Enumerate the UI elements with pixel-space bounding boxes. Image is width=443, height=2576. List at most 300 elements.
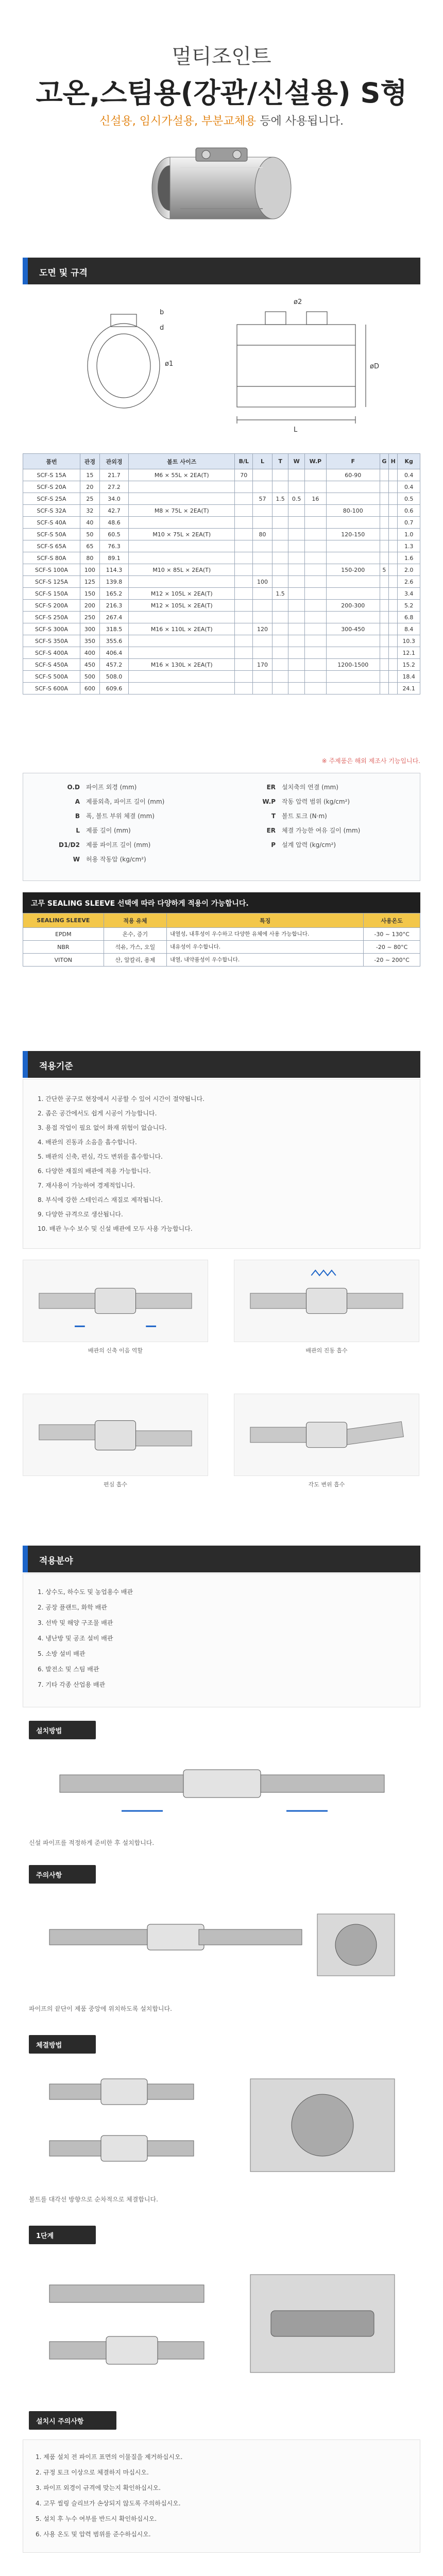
spec-table-cell: 32 [80, 505, 99, 517]
instruction-item: 4. 배관의 진동과 소음을 흡수합니다. [38, 1139, 137, 1146]
spec-table-row [23, 481, 420, 493]
spec-table-cell: SCF-S 65A [23, 540, 80, 552]
spec-table-cell: 0.5 [398, 493, 420, 505]
legend-left-column [44, 783, 229, 869]
spec-table-cell [388, 564, 397, 576]
legend-row [44, 811, 229, 826]
spec-table-row [23, 493, 420, 505]
legend-row [240, 811, 425, 826]
spec-table-cell [304, 623, 326, 635]
install-step3-image [29, 2063, 415, 2187]
seal-table-row [23, 928, 420, 941]
section-dimension: 도면 및 규격 [23, 258, 420, 284]
spec-table-cell: 3.4 [398, 588, 420, 600]
spec-table-header-cell: Kg [398, 454, 420, 469]
spec-table-cell [288, 576, 305, 588]
spec-table-cell [388, 481, 397, 493]
spec-table-cell: 80 [253, 529, 272, 540]
seal-table-cell: 내유성이 우수합니다. [167, 941, 364, 954]
spec-table-cell: 150 [80, 588, 99, 600]
legend-key: T [271, 812, 276, 820]
spec-table-cell [388, 493, 397, 505]
spec-table-cell [326, 588, 380, 600]
spec-table-cell: 200-300 [326, 600, 380, 612]
spec-table-cell: M10 × 75L × 2EA(T) [129, 529, 235, 540]
spec-table-row [23, 517, 420, 529]
instruction-item: 2. 좁은 공간에서도 쉽게 시공이 가능합니다. [38, 1110, 157, 1117]
spec-table-cell [235, 564, 253, 576]
install-caption-3: 볼트를 대각선 방향으로 순차적으로 체결합니다. [29, 2196, 158, 2203]
spec-table-header-cell: 관외경 [99, 454, 128, 469]
spec-table-cell [380, 576, 388, 588]
diagram-expansion-icon [23, 1260, 208, 1342]
spec-table-cell [272, 517, 288, 529]
dim-label-b: b [160, 309, 164, 316]
spec-table-cell [288, 600, 305, 612]
spec-table-cell: 406.4 [99, 647, 128, 659]
spec-table-cell [272, 647, 288, 659]
spec-table-header-cell: G [380, 454, 388, 469]
spec-table-row [23, 505, 420, 517]
spec-table-cell [272, 600, 288, 612]
spec-table-cell: SCF-S 100A [23, 564, 80, 576]
seal-table-body [23, 928, 420, 967]
spec-table-row [23, 576, 420, 588]
dim-label-L: L [294, 426, 298, 434]
spec-table-cell: 2.6 [398, 576, 420, 588]
spec-table-cell: 0.5 [288, 493, 305, 505]
spec-table-cell: M16 × 130L × 2EA(T) [129, 659, 235, 671]
spec-table-cell [288, 481, 305, 493]
spec-table-cell [326, 671, 380, 683]
seal-table-cell: -20 ~ 200°C [364, 954, 420, 967]
spec-table-cell [288, 588, 305, 600]
spec-table-row [23, 683, 420, 694]
spec-legend [23, 773, 420, 881]
spec-table-cell [304, 540, 326, 552]
spec-table-cell: 0.4 [398, 481, 420, 493]
spec-table-cell: 16 [304, 493, 326, 505]
spec-table-cell [235, 517, 253, 529]
spec-table-cell [304, 635, 326, 647]
spec-table-cell [288, 635, 305, 647]
spec-table-cell [304, 529, 326, 540]
spec-table-cell [288, 552, 305, 564]
spec-table-cell [272, 540, 288, 552]
spec-table-cell [380, 481, 388, 493]
legend-row [44, 797, 229, 811]
subtitle-rest: 등에 사용됩니다. [256, 115, 344, 128]
seal-table-cell: 온수, 증기 [104, 928, 166, 941]
spec-table-cell [129, 493, 235, 505]
spec-table-cell [388, 671, 397, 683]
subtitle [0, 112, 443, 128]
spec-table-cell: 150-200 [326, 564, 380, 576]
application-item: 4. 냉난방 및 공조 설비 배관 [38, 1635, 113, 1642]
spec-table-cell: 450 [80, 659, 99, 671]
spec-table-cell [388, 600, 397, 612]
spec-table-cell: 609.6 [99, 683, 128, 694]
spec-table-cell: SCF-S 50A [23, 529, 80, 540]
spec-table-cell: 355.6 [99, 635, 128, 647]
page-title: 고온,스팀용(강관/신설용) S형 [36, 77, 407, 109]
spec-table-cell [253, 517, 272, 529]
spec-table-cell: 457.2 [99, 659, 128, 671]
spec-table-cell [388, 576, 397, 588]
spec-table-cell: 300 [80, 623, 99, 635]
spec-table-cell [326, 635, 380, 647]
spec-table-cell [272, 481, 288, 493]
subtitle-highlight: 신설용, 임시가설용, 부분교체용 [99, 115, 257, 128]
spec-table-row [23, 600, 420, 612]
spec-table-cell [388, 683, 397, 694]
spec-table-cell: SCF-S 40A [23, 517, 80, 529]
diagram-vibration-icon [234, 1260, 419, 1342]
seal-table-cell: VITON [23, 954, 104, 967]
spec-note: ※ 주제품은 해외 제조사 기능입니다. [321, 757, 420, 765]
spec-table-header-cell: T [272, 454, 288, 469]
spec-table-cell: M12 × 105L × 2EA(T) [129, 600, 235, 612]
warning-box [23, 2439, 420, 2553]
spec-table-cell: SCF-S 600A [23, 683, 80, 694]
spec-table-cell [129, 612, 235, 623]
seal-table-header-row [23, 913, 420, 928]
spec-table-cell: SCF-S 400A [23, 647, 80, 659]
seal-table-cell: NBR [23, 941, 104, 954]
spec-table-cell [235, 576, 253, 588]
spec-table-cell: 48.6 [99, 517, 128, 529]
legend-row [240, 840, 425, 855]
spec-table-cell: 20 [80, 481, 99, 493]
spec-table-cell [235, 552, 253, 564]
spec-table-cell [235, 493, 253, 505]
spec-table-cell [326, 683, 380, 694]
diagram-caption: 편심 흡수 [103, 1481, 127, 1488]
spec-table-cell [304, 612, 326, 623]
spec-table-cell [304, 552, 326, 564]
spec-table-cell [129, 481, 235, 493]
legend-key: L [76, 827, 80, 834]
spec-table-cell [388, 469, 397, 481]
spec-table-cell [253, 683, 272, 694]
spec-table-cell [380, 600, 388, 612]
spec-table-cell [326, 647, 380, 659]
legend-row [44, 840, 229, 855]
legend-value: 설계 압력 (kg/cm²) [282, 841, 336, 849]
spec-table-cell [235, 600, 253, 612]
spec-table-cell: SCF-S 32A [23, 505, 80, 517]
instruction-item: 10. 배관 누수 보수 및 신설 배관에 모두 사용 가능합니다. [38, 1225, 193, 1232]
spec-table-cell [288, 529, 305, 540]
spec-table-cell: 1.3 [398, 540, 420, 552]
spec-table-cell [272, 659, 288, 671]
dimension-drawing [62, 294, 381, 438]
spec-table-cell [253, 505, 272, 517]
diagram-angle-icon [234, 1394, 419, 1476]
spec-table-cell [235, 671, 253, 683]
spec-table-row [23, 612, 420, 623]
spec-table-cell [304, 647, 326, 659]
spec-table-cell: SCF-S 150A [23, 588, 80, 600]
spec-table-cell [326, 576, 380, 588]
spec-table-cell: SCF-S 20A [23, 481, 80, 493]
spec-table-cell: 400 [80, 647, 99, 659]
spec-table-body [23, 469, 420, 694]
diagram-card [234, 1260, 419, 1378]
legend-value: 파이프 외경 (mm) [86, 784, 137, 791]
spec-table-cell [235, 505, 253, 517]
spec-table-cell [272, 623, 288, 635]
spec-table-cell [380, 505, 388, 517]
spec-table-cell [304, 505, 326, 517]
spec-table-cell [388, 529, 397, 540]
spec-table-cell [129, 671, 235, 683]
spec-table-cell: 100 [80, 564, 99, 576]
seal-table-title: 고무 SEALING SLEEVE 선택에 따라 다양하게 적용이 가능합니다. [23, 892, 420, 913]
spec-table-cell: 1.6 [398, 552, 420, 564]
spec-table-cell [304, 517, 326, 529]
dim-label-phi1: ø1 [165, 360, 174, 368]
seal-table-cell: 내열성, 내후성이 우수하고 다양한 유체에 사용 가능합니다. [167, 928, 364, 941]
warning-list [36, 2449, 412, 2542]
install-step1-image [29, 1749, 415, 1832]
spec-table-cell: M16 × 110L × 2EA(T) [129, 623, 235, 635]
spec-table-cell [253, 635, 272, 647]
application-box [23, 1573, 420, 1707]
legend-row [240, 783, 425, 797]
seal-table-cell: -30 ~ 130°C [364, 928, 420, 941]
spec-table-cell [253, 481, 272, 493]
warning-item: 5. 설치 후 누수 여부를 반드시 확인하십시오. [36, 2515, 157, 2522]
spec-table-cell [380, 588, 388, 600]
spec-table-cell [235, 588, 253, 600]
section-application: 적용분야 [23, 1546, 420, 1572]
spec-table-cell: 216.3 [99, 600, 128, 612]
spec-table-cell [235, 623, 253, 635]
spec-table-cell: SCF-S 500A [23, 671, 80, 683]
spec-table-cell [380, 659, 388, 671]
spec-table-cell: 1200-1500 [326, 659, 380, 671]
diagram-offset-icon [23, 1394, 208, 1476]
legend-row [240, 797, 425, 811]
application-item: 3. 선박 및 해양 구조물 배관 [38, 1619, 113, 1626]
spec-table-cell [288, 671, 305, 683]
spec-table-row [23, 529, 420, 540]
spec-table-cell [272, 683, 288, 694]
spec-table-cell: 25 [80, 493, 99, 505]
legend-key: ER [266, 784, 276, 791]
header [0, 0, 443, 128]
spec-table-cell [129, 635, 235, 647]
spec-table-cell: 15 [80, 469, 99, 481]
spec-table-cell: 60.5 [99, 529, 128, 540]
instructions-list [38, 1092, 408, 1236]
legend-key: O.D [67, 784, 80, 791]
spec-table-cell [288, 612, 305, 623]
spec-table-cell: 1.5 [272, 493, 288, 505]
spec-table-cell: 34.0 [99, 493, 128, 505]
application-item: 6. 발전소 및 스팀 배관 [38, 1666, 99, 1673]
spec-table-cell: SCF-S 450A [23, 659, 80, 671]
legend-value: 설치축의 연결 (mm) [282, 784, 338, 791]
spec-table-header-cell: 볼트 사이즈 [129, 454, 235, 469]
legend-row [44, 855, 229, 869]
spec-table-cell [235, 612, 253, 623]
application-item: 5. 소방 설비 배관 [38, 1650, 86, 1657]
spec-table-cell [380, 671, 388, 683]
spec-table-cell: 89.1 [99, 552, 128, 564]
spec-table-cell [129, 576, 235, 588]
spec-table-cell [272, 576, 288, 588]
spec-table-cell: SCF-S 350A [23, 635, 80, 647]
spec-table-cell [304, 671, 326, 683]
spec-table-cell [253, 612, 272, 623]
spec-table-cell [380, 683, 388, 694]
instruction-item: 9. 다양한 규격으로 생산됩니다. [38, 1211, 123, 1218]
install-head-1: 설치방법 [29, 1721, 96, 1739]
spec-table-cell [388, 635, 397, 647]
warning-item: 2. 규정 토크 이상으로 체결하지 마십시오. [36, 2469, 149, 2476]
spec-table-cell: 170 [253, 659, 272, 671]
seal-table [23, 913, 420, 967]
spec-table-cell [253, 647, 272, 659]
spec-table-cell [388, 623, 397, 635]
spec-table-cell: 1.5 [272, 588, 288, 600]
spec-table-cell: 600 [80, 683, 99, 694]
spec-table-cell [326, 552, 380, 564]
legend-key: B [75, 812, 80, 820]
spec-table-header-cell: L [253, 454, 272, 469]
warning-item: 6. 사용 온도 및 압력 범위를 준수하십시오. [36, 2531, 151, 2538]
legend-key: W [73, 856, 80, 863]
spec-table-cell [304, 683, 326, 694]
spec-table-cell: 114.3 [99, 564, 128, 576]
spec-table-cell: SCF-S 25A [23, 493, 80, 505]
instruction-item: 5. 배관의 신축, 편심, 각도 변위를 흡수합니다. [38, 1153, 163, 1160]
spec-table-cell [288, 683, 305, 694]
diagram-caption: 배관의 신축 이음 역할 [88, 1347, 143, 1354]
spec-table-row [23, 469, 420, 481]
seal-table-cell: 산, 알칼리, 용제 [104, 954, 166, 967]
diagram-card [23, 1260, 208, 1378]
spec-table-cell: 120-150 [326, 529, 380, 540]
spec-table-cell [326, 612, 380, 623]
instruction-item: 1. 간단한 공구로 현장에서 시공할 수 있어 시간이 절약됩니다. [38, 1095, 205, 1103]
spec-table-header-cell: 품번 [23, 454, 80, 469]
spec-table-cell: 508.0 [99, 671, 128, 683]
spec-table-cell [380, 552, 388, 564]
spec-table-cell: SCF-S 125A [23, 576, 80, 588]
spec-table-header-cell: W.P [304, 454, 326, 469]
spec-table-cell: 18.4 [398, 671, 420, 683]
spec-table-cell [388, 517, 397, 529]
diagram-caption: 각도 변위 흡수 [308, 1481, 345, 1488]
spec-table-cell [380, 493, 388, 505]
spec-table-cell: 250 [80, 612, 99, 623]
spec-table [23, 453, 420, 694]
spec-table-cell [326, 540, 380, 552]
legend-value: 폭, 볼트 부위 체결 (mm) [86, 812, 155, 820]
spec-table-cell: 6.8 [398, 612, 420, 623]
spec-table-cell [235, 683, 253, 694]
spec-table-cell: 267.4 [99, 612, 128, 623]
spec-table-cell: M8 × 75L × 2EA(T) [129, 505, 235, 517]
spec-table-cell [253, 564, 272, 576]
spec-table-cell: 318.5 [99, 623, 128, 635]
spec-table-cell [388, 588, 397, 600]
spec-table-cell [288, 540, 305, 552]
application-item: 7. 기타 각종 산업용 배관 [38, 1681, 106, 1688]
spec-table-cell [253, 588, 272, 600]
spec-table-header-row [23, 454, 420, 469]
legend-value: 제품 길이 (mm) [86, 827, 131, 834]
spec-table-cell: 80-100 [326, 505, 380, 517]
spec-table-cell [288, 505, 305, 517]
seal-table-cell: EPDM [23, 928, 104, 941]
spec-table-row [23, 647, 420, 659]
spec-table-cell: 70 [235, 469, 253, 481]
spec-table-cell [272, 469, 288, 481]
spec-table-cell [304, 564, 326, 576]
application-item: 2. 공장 플랜트, 화학 배관 [38, 1604, 107, 1611]
legend-key: ER [266, 827, 276, 834]
spec-table-cell [326, 481, 380, 493]
spec-table-cell [288, 623, 305, 635]
spec-table-cell [380, 469, 388, 481]
instructions-box [23, 1079, 420, 1249]
spec-table-row [23, 659, 420, 671]
spec-table-cell [380, 647, 388, 659]
spec-table-cell [380, 540, 388, 552]
brand-name: 멀티조인트 [172, 45, 271, 69]
spec-table-cell [388, 647, 397, 659]
spec-table-cell [235, 659, 253, 671]
diagram-card [234, 1394, 419, 1512]
spec-table-cell [288, 564, 305, 576]
spec-table-cell: 21.7 [99, 469, 128, 481]
legend-key: P [271, 841, 276, 849]
spec-table-row [23, 564, 420, 576]
spec-table-cell [380, 623, 388, 635]
spec-table-cell: 50 [80, 529, 99, 540]
warning-item: 1. 제품 설치 전 파이프 표면의 이물질을 제거하십시오. [36, 2453, 183, 2461]
section-instructions: 적용기준 [23, 1051, 420, 1078]
spec-table-cell [288, 659, 305, 671]
diagram-grid [23, 1260, 420, 1528]
spec-table-cell [235, 529, 253, 540]
spec-table-cell: 0.7 [398, 517, 420, 529]
instruction-item: 8. 부식에 강한 스테인리스 재질로 제작됩니다. [38, 1196, 163, 1204]
spec-table-cell: 76.3 [99, 540, 128, 552]
spec-table-cell [304, 481, 326, 493]
spec-table-cell: 165.2 [99, 588, 128, 600]
spec-table-cell [304, 659, 326, 671]
application-item: 1. 상수도, 하수도 및 농업용수 배관 [38, 1588, 133, 1596]
spec-table-cell [304, 469, 326, 481]
spec-table-cell [235, 481, 253, 493]
spec-table-cell: SCF-S 200A [23, 600, 80, 612]
spec-table-cell: 2.0 [398, 564, 420, 576]
spec-table-cell [129, 517, 235, 529]
spec-table-cell [388, 505, 397, 517]
seal-table-header-cell: 특징 [167, 913, 364, 928]
spec-table-cell [388, 552, 397, 564]
spec-table-header-cell: W [288, 454, 305, 469]
spec-table-cell: 1.0 [398, 529, 420, 540]
spec-table-cell: SCF-S 250A [23, 612, 80, 623]
diagram-card [23, 1394, 208, 1512]
spec-table-cell [304, 576, 326, 588]
